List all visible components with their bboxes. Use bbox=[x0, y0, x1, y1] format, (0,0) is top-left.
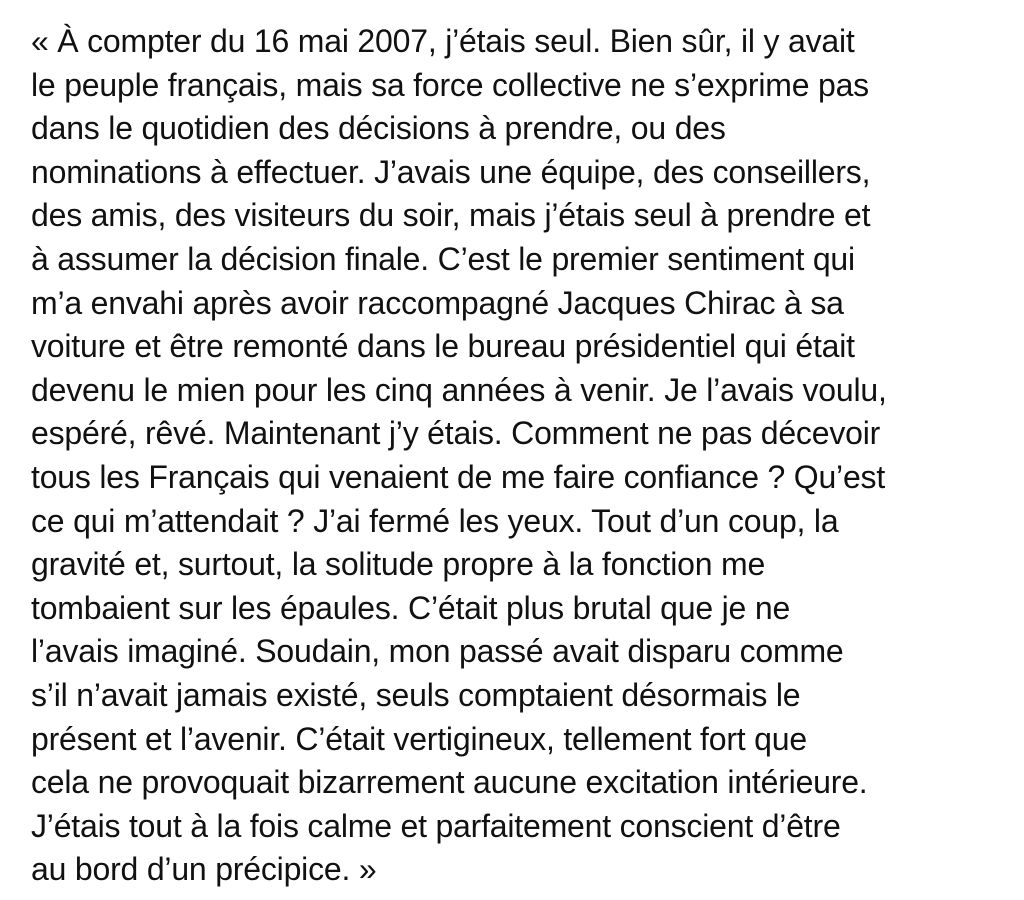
text-line: le peuple français, mais sa force collective ne s’exprime pas bbox=[31, 66, 869, 103]
text-line: s’il n’avait jamais existé, seuls comptaient désormais le bbox=[31, 676, 801, 713]
text-line: cela ne provoquait bizarrement aucune excitation intérieure. bbox=[31, 764, 868, 801]
text-line: m’a envahi après avoir raccompagné Jacques Chirac à sa bbox=[31, 284, 844, 321]
text-line: J’étais tout à la fois calme et parfaitement conscient d’être bbox=[31, 807, 841, 844]
text-line: tombaient sur les épaules. C’était plus brutal que je ne bbox=[31, 589, 791, 626]
text-line: présent et l’avenir. C’était vertigineux, tellement fort que bbox=[31, 720, 807, 757]
text-line: gravité et, surtout, la solitude propre à la fonction me bbox=[31, 546, 766, 583]
text-line: des amis, des visiteurs du soir, mais j’étais seul à prendre et bbox=[31, 197, 871, 234]
text-line: tous les Français qui venaient de me faire confiance ? Qu’est bbox=[31, 458, 886, 495]
text-line: espéré, rêvé. Maintenant j’y étais. Comment ne pas décevoir bbox=[31, 415, 881, 452]
text-line: au bord d’un précipice. » bbox=[31, 851, 377, 888]
quote-paragraph bbox=[31, 20, 1011, 892]
text-line: voiture et être remonté dans le bureau présidentiel qui était bbox=[31, 328, 855, 365]
text-line: nominations à effectuer. J’avais une équipe, des conseillers, bbox=[31, 153, 871, 190]
text-line: « À compter du 16 mai 2007, j’étais seul. Bien sûr, il y avait bbox=[31, 23, 855, 59]
text-line: dans le quotidien des décisions à prendre, ou des bbox=[31, 110, 726, 147]
text-line: devenu le mien pour les cinq années à venir. Je l’avais voulu, bbox=[31, 371, 887, 408]
text-line: l’avais imaginé. Soudain, mon passé avait disparu comme bbox=[31, 633, 844, 670]
text-line: ce qui m’attendait ? J’ai fermé les yeux. Tout d’un coup, la bbox=[31, 502, 839, 539]
text-line: à assumer la décision finale. C’est le premier sentiment qui bbox=[31, 240, 855, 277]
